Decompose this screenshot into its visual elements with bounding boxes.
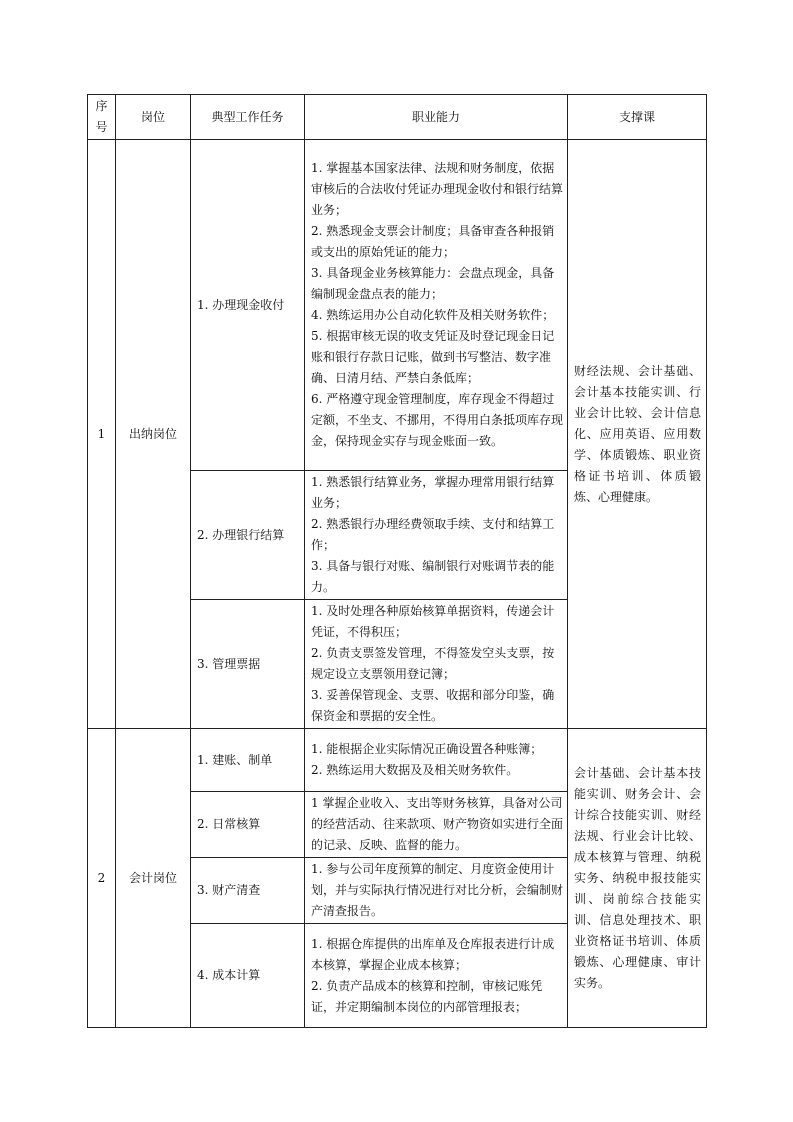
- ability-item: 4. 熟练运用办公自动化软件及相关财务软件；: [311, 308, 555, 322]
- ability-item: 1. 能根据企业实际情况正确设置各种账簿；: [311, 742, 543, 756]
- post-cell: 会计岗位: [116, 729, 191, 1028]
- header-course: 支撑课: [568, 95, 707, 140]
- ability-cell: [305, 600, 568, 729]
- header-row: [88, 95, 707, 140]
- ability-item: 6. 严格遵守现金管理制度，库存现金不得超过定额，不坐支、不挪用，不得用白条抵项库存现金，保持现金实存与现金账面一致。: [311, 392, 564, 448]
- course-cell: 会计基础、会计基本技能实训、财务会计、会计综合技能实训、财经法规、行业会计比较、成本核算与管理、纳税实务、纳税申报技能实训、岗前综合技能实训、信息处理技术、职业资格证书培训、体质锻炼、心理健康、审计实务。: [568, 729, 707, 1028]
- task-cell: 1. 办理现金收付: [191, 140, 305, 471]
- ability-cell: [305, 924, 568, 1028]
- ability-item: 2. 熟悉银行办理经费领取手续、支付和结算工作；: [311, 517, 555, 552]
- ability-cell: [305, 858, 568, 924]
- ability-item: 2. 熟悉现金支票会计制度；具备审查各种报销或支出的原始凭证的能力；: [311, 224, 555, 259]
- ability-item: 5. 根据审核无误的收支凭证及时登记现金日记账和银行存款日记账，做到书写整洁、数字准确、日清月结、严禁白条低库；: [311, 329, 555, 385]
- task-cell: 4. 成本计算: [191, 924, 305, 1028]
- ability-cell: [305, 792, 568, 858]
- seq-cell: 2: [88, 729, 116, 1028]
- ability-cell: [305, 729, 568, 792]
- ability-item: 3. 具备与银行对账、编制银行对账调节表的能力。: [311, 559, 555, 594]
- ability-item: 1. 及时处理各种原始核算单据资料，传递会计凭证，不得积压；: [311, 604, 555, 639]
- table-row: [88, 140, 707, 471]
- job-ability-table: [87, 94, 707, 1028]
- task-cell: 2. 日常核算: [191, 792, 305, 858]
- header-post: 岗位: [116, 95, 191, 140]
- task-cell: 1. 建账、制单: [191, 729, 305, 792]
- table-row: [88, 729, 707, 792]
- header-seq: [88, 95, 116, 140]
- ability-item: 2. 熟练运用大数据及及相关财务软件。: [311, 763, 519, 777]
- ability-cell: [305, 471, 568, 600]
- ability-item: 3. 妥善保管现金、支票、收据和部分印鉴，确保资金和票据的安全性。: [311, 688, 555, 723]
- ability-item: 1 掌握企业收入、支出等财务核算，具备对公司的经营活动、往来款项、财产物资如实进行全面的记录、反映、监督的能力。: [311, 796, 564, 852]
- task-cell: 2. 办理银行结算: [191, 471, 305, 600]
- header-ability: 职业能力: [305, 95, 568, 140]
- ability-item: 1. 掌握基本国家法律、法规和财务制度，依据审核后的合法收付凭证办理现金收付和银行结算业务；: [311, 161, 564, 217]
- header-seq-line2: 号: [95, 120, 108, 134]
- ability-cell: [305, 140, 568, 471]
- ability-item: 1. 参与公司年度预算的制定、月度资金使用计划，并与实际执行情况进行对比分析，会编制财产清查报告。: [311, 862, 564, 918]
- ability-item: 1. 熟悉银行结算业务，掌握办理常用银行结算业务；: [311, 475, 555, 510]
- task-cell: 3. 财产清查: [191, 858, 305, 924]
- task-cell: 3. 管理票据: [191, 600, 305, 729]
- ability-item: 2. 负责支票签发管理，不得签发空头支票，按规定设立支票领用登记簿；: [311, 646, 555, 681]
- post-cell: 出纳岗位: [116, 140, 191, 729]
- header-seq-line1: 序: [95, 99, 108, 113]
- header-task: 典型工作任务: [191, 95, 305, 140]
- ability-item: 3. 具备现金业务核算能力：会盘点现金，具备编制现金盘点表的能力；: [311, 266, 555, 301]
- seq-cell: 1: [88, 140, 116, 729]
- ability-item: 2. 负责产品成本的核算和控制，审核记账凭证，并定期编制本岗位的内部管理报表；: [311, 978, 543, 1014]
- course-cell: 财经法规、会计基础、会计基本技能实训、行业会计比较、会计信息化、应用英语、应用数学、体质锻炼、职业资格证书培训、体质锻炼、心理健康。: [568, 140, 707, 729]
- ability-item: 1. 根据仓库提供的出库单及仓库报表进行计成本核算，掌握企业成本核算；: [311, 936, 555, 972]
